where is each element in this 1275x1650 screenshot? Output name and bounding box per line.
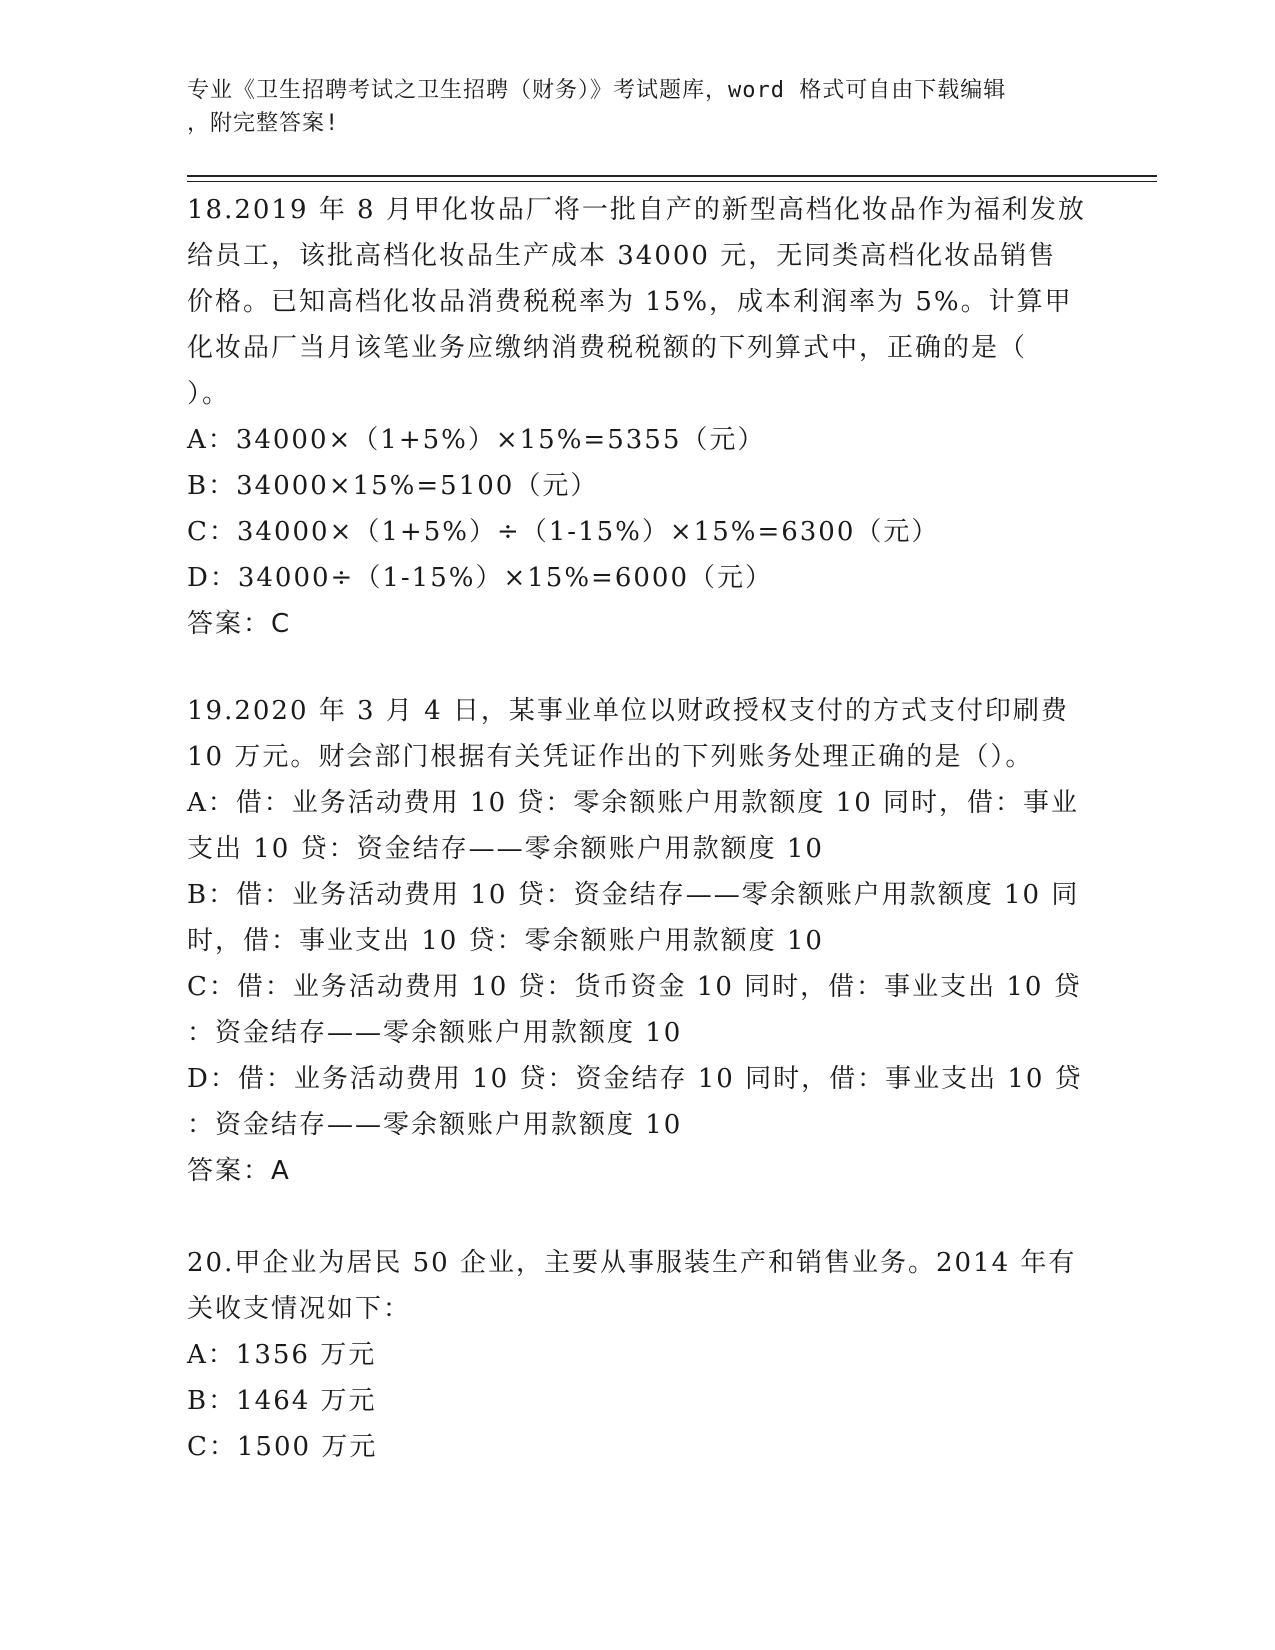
option-c: C：34000×（1+5%）÷（1-15%）×15%=6300（元） — [187, 517, 940, 547]
question-stem-line: 给员工，该批高档化妆品生产成本 34000 元，无同类高档化妆品销售 — [187, 241, 1057, 271]
option-c: C：借：业务活动费用 10 贷：货币资金 10 同时，借：事业支出 10 贷 — [187, 972, 1082, 1002]
option-b: B：借：业务活动费用 10 贷：资金结存——零余额账户用款额度 10 同 — [187, 880, 1080, 910]
answer: 答案：A — [187, 1156, 291, 1186]
question-18 — [187, 187, 1087, 647]
option-b: B：34000×15%=5100（元） — [187, 471, 599, 501]
question-stem-line: 化妆品厂当月该笔业务应缴纳消费税税额的下列算式中，正确的是（ — [187, 333, 1028, 363]
header-line: ，附完整答案! — [187, 111, 340, 136]
option-b-continued: 时，借：事业支出 10 贷：零余额账户用款额度 10 — [187, 926, 824, 956]
question-stem-line: 10 万元。财会部门根据有关凭证作出的下列账务处理正确的是（）。 — [187, 742, 1034, 772]
question-20 — [187, 1240, 1087, 1470]
question-stem-line: 20.甲企业为居民 50 企业，主要从事服装生产和销售业务。2014 年有 — [187, 1248, 1077, 1278]
option-c-continued: ：资金结存——零余额账户用款额度 10 — [187, 1018, 683, 1048]
header-line: 专业《卫生招聘考试之卫生招聘（财务）》考试题库，word 格式可自由下载编辑 — [187, 78, 1007, 103]
question-stem-line: 18.2019 年 8 月甲化妆品厂将一批自产的新型高档化妆品作为福利发放 — [187, 195, 1086, 225]
option-d: D：借：业务活动费用 10 贷：资金结存 10 同时，借：事业支出 10 贷 — [187, 1064, 1083, 1094]
option-b: B：1464 万元 — [187, 1386, 377, 1416]
document-header — [187, 74, 1087, 140]
option-c: C：1500 万元 — [187, 1432, 378, 1462]
question-stem-line: 关收支情况如下： — [187, 1294, 412, 1324]
option-a: A：1356 万元 — [187, 1340, 377, 1370]
header-divider-thin — [187, 181, 1157, 182]
question-19 — [187, 688, 1087, 1194]
question-stem-line: 19.2020 年 3 月 4 日，某事业单位以财政授权支付的方式支付印刷费 — [187, 696, 1069, 726]
answer: 答案：C — [187, 609, 292, 639]
option-d: D：34000÷（1-15%）×15%=6000（元） — [187, 563, 773, 593]
option-a: A：34000×（1+5%）×15%=5355（元） — [187, 425, 766, 455]
option-a-continued: 支出 10 贷：资金结存——零余额账户用款额度 10 — [187, 834, 824, 864]
question-stem-line: ）。 — [187, 379, 231, 409]
option-d-continued: ：资金结存——零余额账户用款额度 10 — [187, 1110, 683, 1140]
header-divider-thick — [187, 175, 1157, 177]
question-stem-line: 价格。已知高档化妆品消费税税率为 15%，成本利润率为 5%。计算甲 — [187, 287, 1073, 317]
option-a: A：借：业务活动费用 10 贷：零余额账户用款额度 10 同时，借：事业 — [187, 788, 1080, 818]
